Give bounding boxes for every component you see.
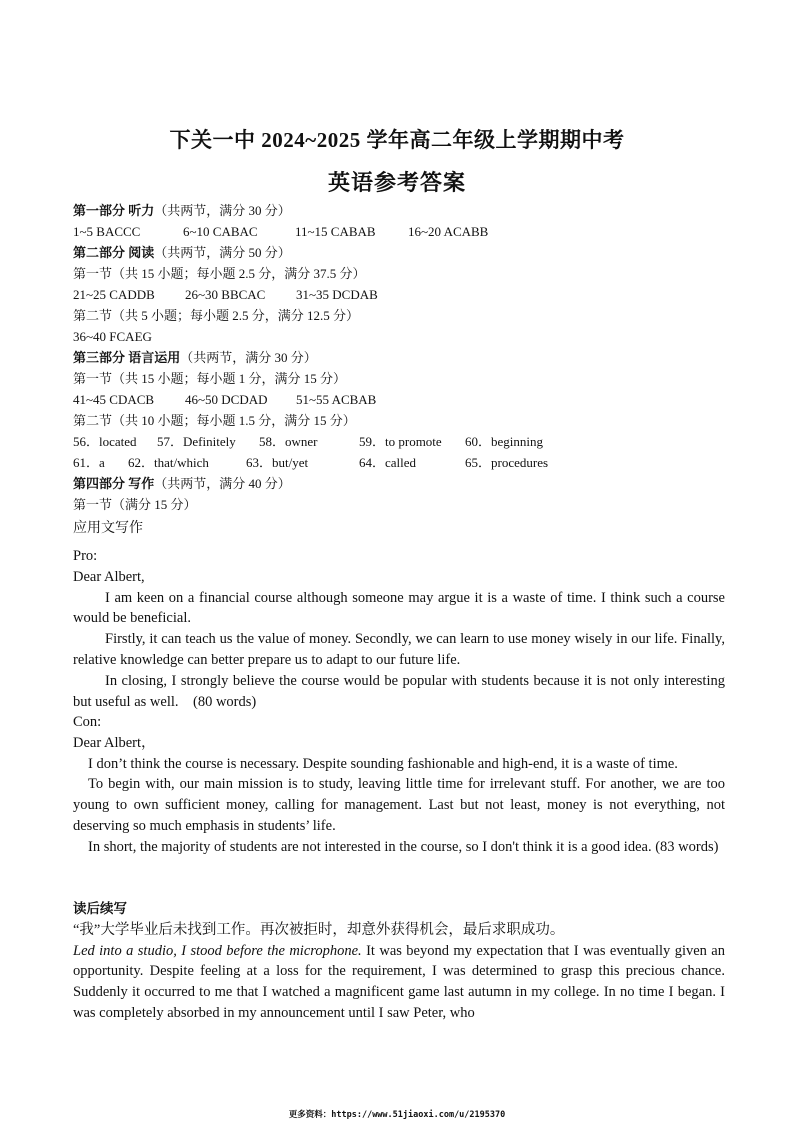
answer-item: 60．beginning bbox=[465, 434, 543, 449]
answer-group: 21~25 CADDB bbox=[73, 287, 155, 302]
answer-key bbox=[73, 200, 733, 515]
answer-item: 59．to promote bbox=[359, 434, 442, 449]
pro-paragraph: I am keen on a financial course although someone may argue it is a waste of time. I think such a course would be beneficial. bbox=[73, 589, 725, 627]
part2-section2-answers: 36~40 FCAEG bbox=[73, 329, 152, 344]
continuation-heading: 读后续写 bbox=[73, 901, 127, 917]
pro-salutation: Dear Albert, bbox=[73, 568, 145, 585]
answer-group: 1~5 BACCC bbox=[73, 224, 141, 239]
answer-item: 62．that/which bbox=[128, 455, 209, 470]
part4-heading: 第四部分 写作（共两节，满分 40 分） bbox=[73, 476, 291, 491]
answer-group: 26~30 BBCAC bbox=[185, 287, 266, 302]
part2-section1-answers bbox=[73, 284, 733, 305]
answer-group: 31~35 DCDAB bbox=[296, 287, 378, 302]
answer-group: 41~45 CDACB bbox=[73, 392, 155, 407]
pro-essay bbox=[73, 546, 725, 712]
continuation-section bbox=[73, 899, 725, 1024]
con-salutation: Dear Albert， bbox=[73, 734, 156, 751]
answer-group: 46~50 DCDAD bbox=[185, 392, 268, 407]
footer-more-resources: 更多资料：https://www.51jiaoxi.com/u/2195370 bbox=[288, 1110, 506, 1120]
answer-group: 11~15 CABAB bbox=[295, 224, 376, 239]
con-label: Con: bbox=[73, 714, 102, 730]
continuation-text bbox=[73, 941, 725, 1024]
answer-item: 65．procedures bbox=[465, 455, 549, 470]
document-title: 下关一中 2024~2025 学年高二年级上学期期中考 bbox=[169, 128, 625, 152]
part1-heading: 第一部分 听力（共两节，满分 30 分） bbox=[73, 203, 291, 218]
answer-item: 63．but/yet bbox=[246, 455, 309, 470]
part2-section1-note: 第一节（共 15 小题；每小题 2.5 分，满分 37.5 分） bbox=[73, 266, 366, 281]
continuation-body: It was beyond my expectation that I was eventually given an opportunity. Despite feeling at a loss for the requirement, I was determined to grasp this precious chance. Suddenly it occurred to me that I watched a magnificent game last autumn in my college. In no time I began. I was completely absorbed in my announcement until I saw Peter, who bbox=[73, 942, 725, 1021]
answer-item: 61．a bbox=[73, 455, 105, 470]
part3-section2-row1 bbox=[73, 431, 733, 452]
answer-item: 58．owner bbox=[259, 434, 318, 449]
answer-item: 64．called bbox=[359, 455, 417, 470]
pro-paragraph: In closing, I strongly believe the course would be popular with students because it is not only interesting but useful as well. (80 words) bbox=[73, 672, 725, 710]
part3-section1-note: 第一节（共 15 小题；每小题 1 分，满分 15 分） bbox=[73, 371, 347, 386]
pro-label: Pro: bbox=[73, 548, 98, 564]
pro-paragraph: Firstly, it can teach us the value of money. Secondly, we can learn to use money wisely in our life. Finally, relative knowledge can better prepare us to adapt to our future life. bbox=[73, 631, 725, 668]
answer-group: 51~55 ACBAB bbox=[296, 392, 377, 407]
part1-answers bbox=[73, 221, 733, 242]
con-essay bbox=[73, 712, 725, 858]
part3-heading: 第三部分 语言运用（共两节，满分 30 分） bbox=[73, 350, 317, 365]
con-paragraph: In short, the majority of students are not interested in the course, so I don't think it is a good idea. (83 words) bbox=[88, 838, 719, 855]
continuation-summary: “我”大学毕业后未找到工作。再次被拒时，却意外获得机会，最后求职成功。 bbox=[73, 921, 565, 938]
con-paragraph: To begin with, our main mission is to study, leaving little time for irrelevant stuff. For another, we are too young to own sufficient money, calling for management. Last but not least, money is not everything, not deserving so much emphasis in students’ life. bbox=[73, 776, 725, 834]
document-subtitle: 英语参考答案 bbox=[327, 170, 466, 195]
con-paragraph: I don’t think the course is necessary. Despite sounding fashionable and high-end, it is a waste of time. bbox=[88, 755, 678, 772]
writing-task-label: 应用文写作 bbox=[73, 521, 143, 536]
part3-section1-answers bbox=[73, 389, 733, 410]
part2-heading: 第二部分 阅读（共两节，满分 50 分） bbox=[73, 245, 291, 260]
part2-section2-note: 第二节（共 5 小题；每小题 2.5 分，满分 12.5 分） bbox=[73, 308, 360, 323]
answer-group: 16~20 ACABB bbox=[408, 224, 489, 239]
answer-group: 6~10 CABAC bbox=[183, 224, 258, 239]
part3-section2-note: 第二节（共 10 小题；每小题 1.5 分，满分 15 分） bbox=[73, 413, 356, 428]
part4-section1-note: 第一节（满分 15 分） bbox=[73, 497, 197, 512]
answer-item: 57．Definitely bbox=[157, 434, 236, 449]
continuation-lead-sentence: Led into a studio, I stood before the microphone. bbox=[73, 942, 362, 959]
answer-item: 56．located bbox=[73, 434, 137, 449]
part3-section2-row2 bbox=[73, 452, 733, 473]
